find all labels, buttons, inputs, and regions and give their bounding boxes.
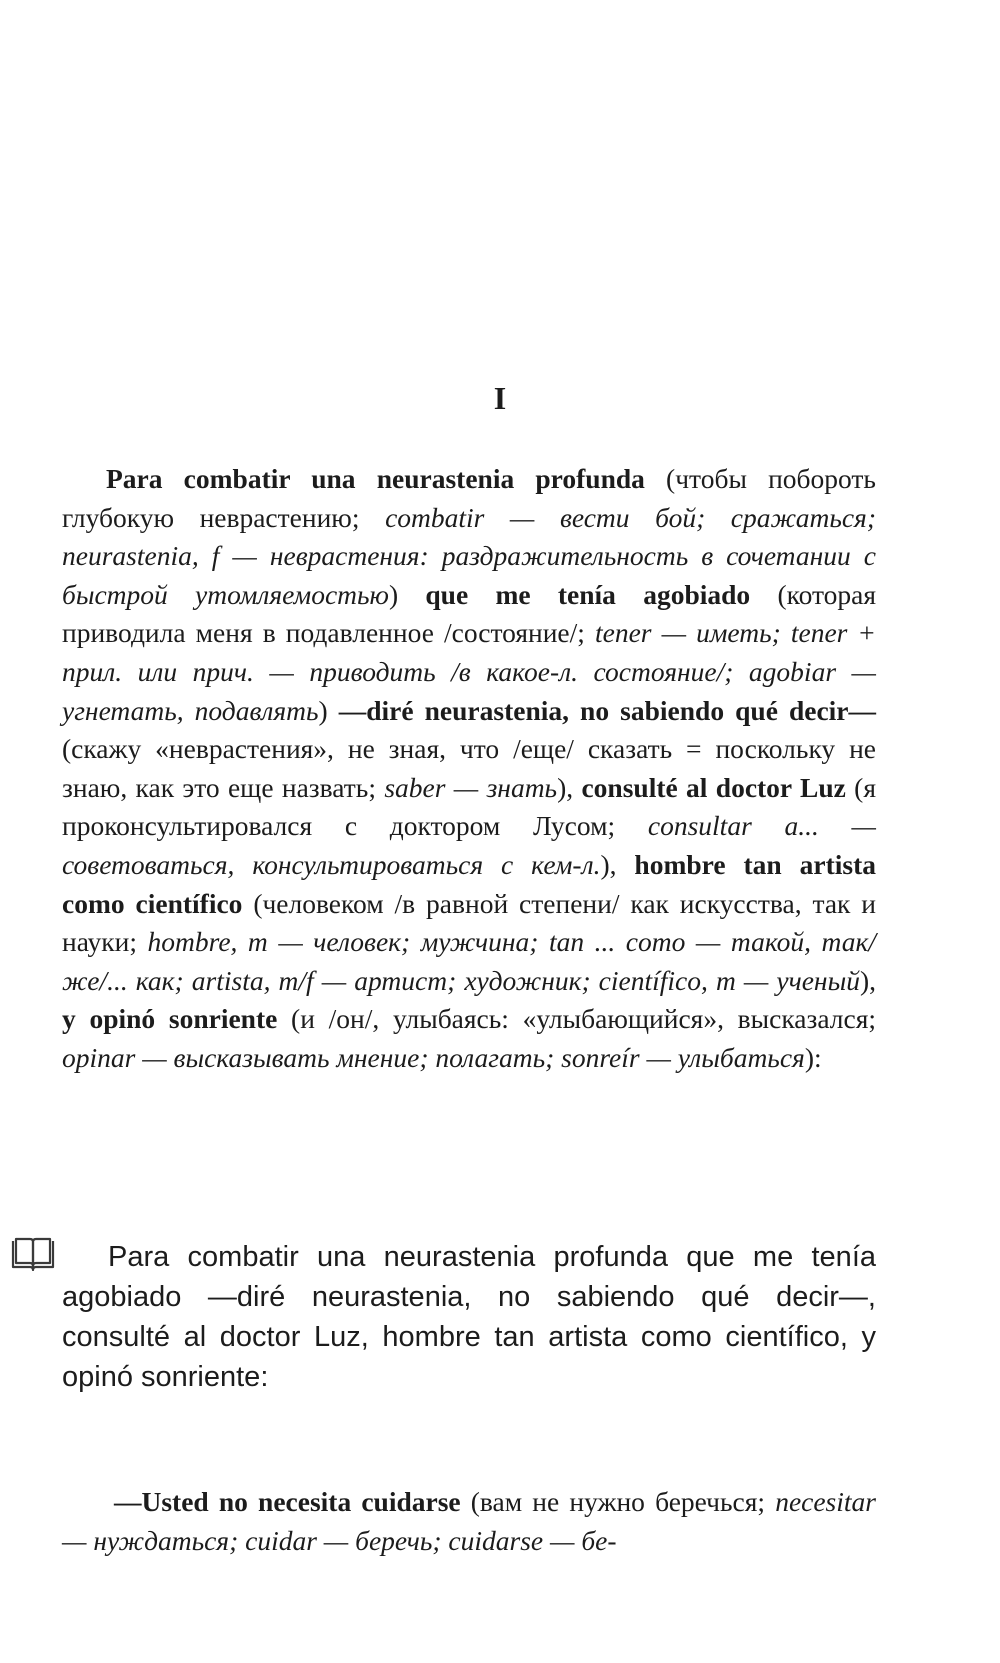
translation: (чтобы побороть глубокую неврастению; bbox=[62, 463, 876, 533]
translation: (вам не нужно беречься; bbox=[460, 1486, 776, 1517]
original-text-block: Para combatir una neurastenia profunda que me tenía agobiado —diré neurastenia, no sabiendo qué decir—, consulté al doctor Luz, hombre tan artista como científico, y opinó sonriente: bbox=[62, 1241, 876, 1393]
vocabulary-gloss: combatir — вести бой; сражаться; neurastenia, f — неврастения: раздражительность в сочетании с быстрой утомляемостью bbox=[62, 501, 876, 610]
open-book-icon bbox=[10, 1237, 56, 1271]
spanish-phrase: que me tenía agobiado bbox=[425, 578, 751, 610]
vocabulary-gloss: consultar a... — советоваться, консультироваться с кем-л. bbox=[62, 810, 876, 880]
vocabulary-gloss: opinar — высказывать мнение; полагать; sonreír — улыбаться bbox=[62, 1041, 805, 1073]
spanish-phrase: Para combatir una neurastenia profunda bbox=[106, 463, 645, 494]
vocabulary-gloss: tener — иметь; tener + прил. или прич. — приводить /в какое-л. состояние/; agobiar — угнетать, подавлять bbox=[62, 617, 876, 726]
translation: ) bbox=[388, 578, 426, 610]
vocabulary-gloss: necesitar — нуждаться; cuidar — беречь; cuidarse — бе- bbox=[62, 1486, 876, 1556]
spanish-phrase: consulté al doctor Luz bbox=[581, 771, 846, 803]
translation: (которая приводила меня в подавленное /состояние/; bbox=[62, 578, 876, 649]
spanish-phrase: hombre tan artista como científico bbox=[62, 848, 876, 919]
annotated-paragraph-2 bbox=[62, 1483, 876, 1560]
translation: ), bbox=[859, 964, 876, 996]
chapter-number: I bbox=[493, 380, 507, 416]
vocabulary-gloss: hombre, m — человек; мужчина; tan ... como — такой, так/же/... как; artista, m/f — артист; художник; científico, m — ученый bbox=[62, 926, 876, 996]
translation: (я проконсультировался с доктором Лусом; bbox=[62, 771, 876, 842]
spanish-phrase: —Usted no necesita cuidarse bbox=[114, 1486, 461, 1517]
translation: ) bbox=[318, 694, 339, 726]
translation: ), bbox=[600, 848, 635, 880]
spanish-phrase: —diré neurastenia, no sabiendo qué decir— bbox=[338, 694, 876, 726]
translation: (скажу «неврастения», не зная, что /еще/ сказать = поскольку не знаю, как это еще назвать; bbox=[62, 733, 876, 803]
annotated-paragraph-1 bbox=[62, 460, 876, 1078]
vocabulary-gloss: saber — знать bbox=[384, 771, 558, 803]
translation: ), bbox=[557, 771, 582, 803]
translation: (человеком /в равной степени/ как искусства, так и науки; bbox=[62, 887, 877, 958]
translation: (и /он/, улыбаясь: «улыбающийся», высказался; bbox=[277, 1003, 876, 1035]
translation: ): bbox=[804, 1041, 822, 1073]
spanish-phrase: y opinó sonriente bbox=[62, 1003, 278, 1035]
